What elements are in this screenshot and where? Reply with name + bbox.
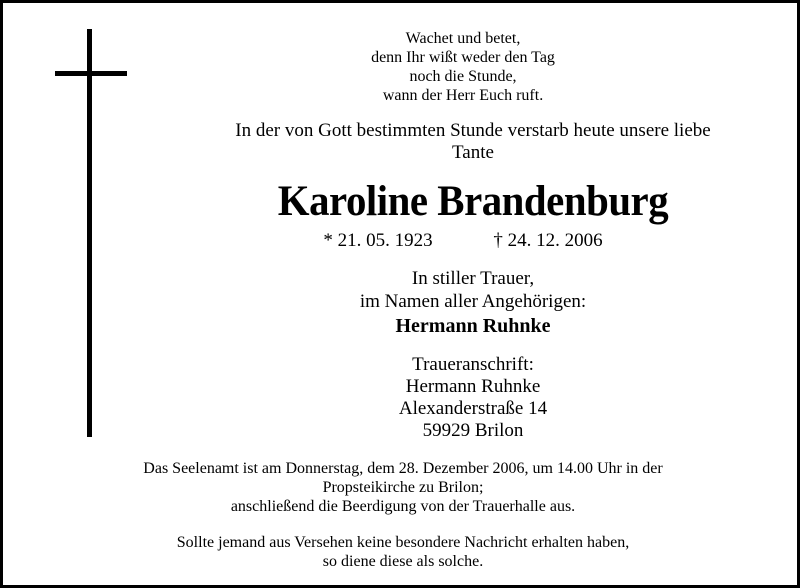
cross-icon-bar [55, 71, 127, 76]
address-heading: Traueranschrift: [412, 354, 534, 375]
address-line: Hermann Ruhnke [405, 376, 541, 397]
mourning-line: im Namen aller Angehörigen: [359, 291, 587, 312]
signer-name: Hermann Ruhnke [395, 315, 551, 337]
closing-note-line: Sollte jemand aus Versehen keine besondere Nachricht erhalten haben, [176, 534, 630, 551]
service-info-line: anschließend die Beerdigung von der Trauerhalle aus. [230, 498, 576, 515]
verse-line: Wachet und betet, [405, 30, 521, 47]
verse-line: noch die Stunde, [409, 68, 517, 85]
intro-line: Tante [452, 142, 494, 163]
service-info-line: Propsteikirche zu Brilon; [322, 479, 484, 496]
birth-date: * 21. 05. 1923 [323, 230, 433, 251]
closing-note-line: so diene diese als solche. [322, 553, 484, 570]
address-line: Alexanderstraße 14 [398, 398, 548, 419]
intro-line: In der von Gott bestimmten Stunde verstarb heute unsere liebe [235, 120, 711, 141]
cross-icon [87, 29, 92, 437]
verse-line: wann der Herr Euch ruft. [382, 87, 544, 104]
address-line: 59929 Brilon [422, 420, 524, 441]
service-info-line: Das Seelenamt ist am Donnerstag, dem 28. Dezember 2006, um 14.00 Uhr in der [143, 460, 663, 477]
mourning-line: In stiller Trauer, [411, 268, 535, 289]
deceased-name: Karoline Brandenburg [277, 178, 669, 225]
verse-line: denn Ihr wißt weder den Tag [371, 49, 555, 66]
death-date: † 24. 12. 2006 [493, 230, 603, 251]
